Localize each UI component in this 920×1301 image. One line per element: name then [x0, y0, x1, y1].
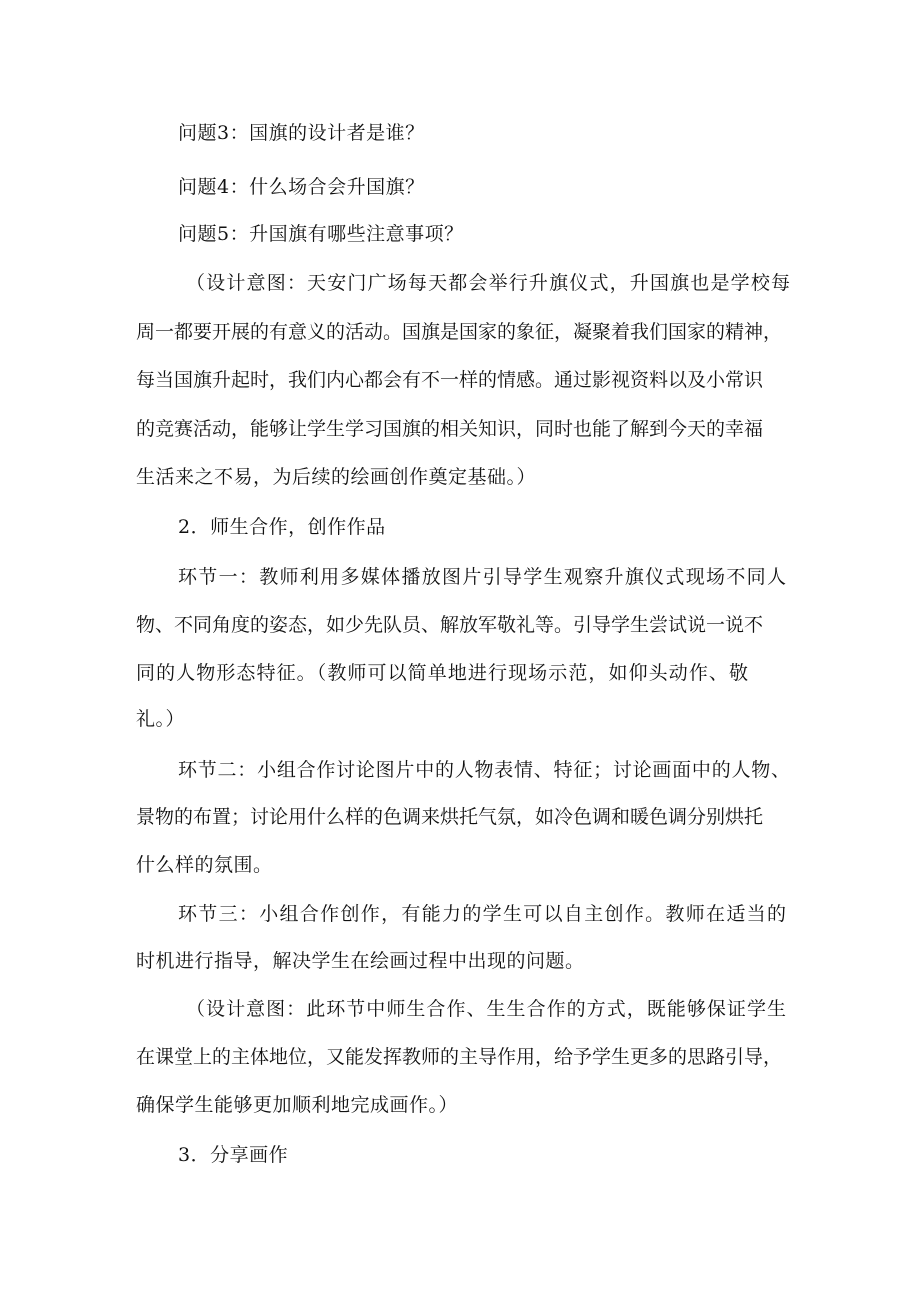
intent2-line-1: （设计意图：此环节中师生合作、生生合作的方式，既能够保证学生: [186, 998, 786, 1020]
intent1-line-5: 生活来之不易，为后续的绘画创作奠定基础。）: [136, 466, 537, 488]
step3-line-1: 环节三：小组合作创作，有能力的学生可以自主创作。教师在适当的: [178, 903, 786, 925]
question-5: 问题5：升国旗有哪些注意事项？: [178, 223, 464, 245]
step1-line-4: 礼。）: [136, 708, 186, 730]
intent2-line-2: 在课堂上的主体地位，又能发挥教师的主导作用，给予学生更多的思路引导，: [136, 1046, 783, 1068]
intent2-line-3: 确保学生能够更加顺利地完成画作。）: [136, 1094, 459, 1116]
intent1-line-3: 每当国旗升起时，我们内心都会有不一样的情感。通过影视资料以及小常识: [136, 369, 764, 391]
question-4: 问题4：什么场合会升国旗？: [178, 176, 425, 198]
step2-line-1: 环节二：小组合作讨论图片中的人物表情、特征；讨论画面中的人物、: [178, 759, 790, 781]
step2-line-2: 景物的布置；讨论用什么样的色调来烘托气氛，如冷色调和暖色调分别烘托: [136, 806, 764, 828]
intent1-line-4: 的竞赛活动，能够让学生学习国旗的相关知识，同时也能了解到今天的幸福: [136, 418, 764, 440]
intent1-line-2: 周一都要开展的有意义的活动。国旗是国家的象征，凝聚着我们国家的精神，: [136, 321, 783, 343]
step1-line-2: 物、不同角度的姿态，如少先队员、解放军敬礼等。引导学生尝试说一说不: [136, 614, 764, 636]
step3-line-2: 时机进行指导，解决学生在绘画过程中出现的问题。: [136, 950, 585, 972]
section-2-heading: 2．师生合作，创作作品: [178, 516, 386, 538]
step1-line-1: 环节一：教师利用多媒体播放图片引导学生观察升旗仪式现场不同人: [178, 566, 786, 588]
question-3: 问题3：国旗的设计者是谁？: [178, 122, 425, 144]
section-3-heading: 3．分享画作: [178, 1144, 289, 1166]
intent1-line-1: （设计意图：天安门广场每天都会举行升旗仪式，升国旗也是学校每: [186, 272, 790, 294]
step2-line-3: 什么样的氛围。: [136, 854, 273, 876]
step1-line-3: 同的人物形态特征。（教师可以简单地进行现场示范，如仰头动作、敬: [136, 662, 748, 684]
